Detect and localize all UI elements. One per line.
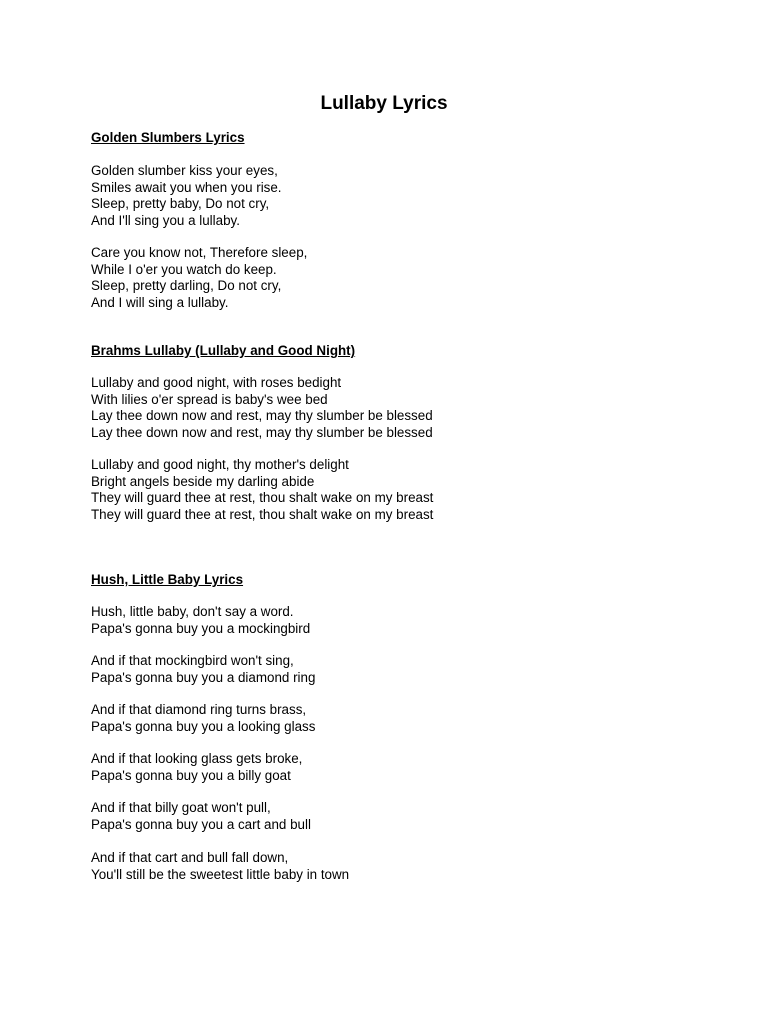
lyric-line: Papa's gonna buy you a cart and bull: [91, 816, 311, 832]
stanza: [91, 457, 433, 523]
stanza: [91, 653, 315, 686]
lyric-line: Smiles await you when you rise.: [91, 179, 282, 195]
lyric-line: And I will sing a lullaby.: [91, 294, 229, 310]
lyric-line: They will guard thee at rest, thou shalt wake on my breast: [91, 506, 434, 522]
lyric-line: Hush, little baby, don't say a word.: [91, 604, 294, 619]
stanza: [91, 163, 282, 229]
lyric-line: And if that looking glass gets broke,: [91, 751, 303, 766]
lyric-line: Golden slumber kiss your eyes,: [91, 163, 278, 178]
section-heading-brahms-lullaby: Brahms Lullaby (Lullaby and Good Night): [91, 343, 356, 358]
stanza: [91, 702, 315, 735]
lyric-line: Papa's gonna buy you a billy goat: [91, 767, 291, 783]
stanza: [91, 604, 310, 637]
lyric-line: And I'll sing you a lullaby.: [91, 212, 240, 228]
stanza: [91, 245, 307, 311]
lyric-line: With lilies o'er spread is baby's wee bed: [91, 391, 328, 407]
lyric-line: Papa's gonna buy you a diamond ring: [91, 669, 316, 685]
lyric-line: Lullaby and good night, with roses bedight: [91, 375, 342, 390]
lyric-line: Sleep, pretty darling, Do not cry,: [91, 278, 282, 293]
lyric-line: And if that diamond ring turns brass,: [91, 702, 307, 717]
lyric-line: Papa's gonna buy you a looking glass: [91, 718, 316, 734]
section-heading-golden-slumbers: Golden Slumbers Lyrics: [91, 130, 245, 145]
lyric-line: You'll still be the sweetest little baby in town: [91, 866, 350, 882]
lyric-line: Lullaby and good night, thy mother's delight: [91, 457, 349, 472]
lyric-line: Care you know not, Therefore sleep,: [91, 245, 308, 260]
lyric-line: They will guard thee at rest, thou shalt wake on my breast: [91, 490, 434, 505]
lyric-line: Lay thee down now and rest, may thy slumber be blessed: [91, 408, 433, 423]
lyric-line: And if that billy goat won't pull,: [91, 800, 271, 815]
lyric-line: And if that mockingbird won't sing,: [91, 653, 294, 668]
lyric-line: And if that cart and bull fall down,: [91, 850, 289, 865]
lyric-line: While I o'er you watch do keep.: [91, 261, 277, 277]
document-title: Lullaby Lyrics: [320, 93, 448, 114]
stanza: [91, 850, 349, 883]
stanza: [91, 800, 311, 833]
lyric-line: Lay thee down now and rest, may thy slumber be blessed: [91, 424, 433, 440]
lyric-line: Papa's gonna buy you a mockingbird: [91, 620, 311, 636]
section-heading-hush-little-baby: Hush, Little Baby Lyrics: [91, 572, 244, 587]
stanza: [91, 375, 433, 441]
lyric-line: Bright angels beside my darling abide: [91, 473, 315, 489]
lyric-line: Sleep, pretty baby, Do not cry,: [91, 196, 270, 211]
stanza: [91, 751, 302, 784]
